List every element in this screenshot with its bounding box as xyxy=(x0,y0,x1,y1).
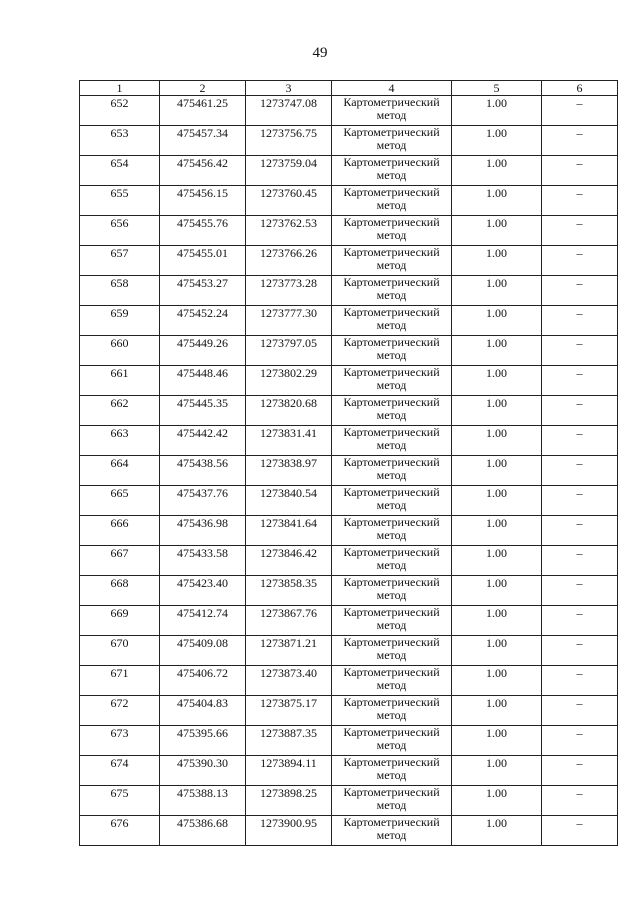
note-cell: – xyxy=(542,696,618,726)
x-coordinate-cell: 475406.72 xyxy=(160,666,246,696)
method-cell xyxy=(332,96,452,126)
y-coordinate-cell: 1273875.17 xyxy=(246,696,332,726)
point-number-cell: 666 xyxy=(80,516,160,546)
method-line-1: Картометрический xyxy=(343,725,440,739)
column-header-6: 6 xyxy=(542,81,618,96)
table-row xyxy=(80,366,618,396)
column-header-3: 3 xyxy=(246,81,332,96)
x-coordinate-cell: 475433.58 xyxy=(160,546,246,576)
method-cell xyxy=(332,396,452,426)
accuracy-cell: 1.00 xyxy=(452,516,542,546)
table-body xyxy=(80,96,618,846)
accuracy-cell: 1.00 xyxy=(452,726,542,756)
point-number-cell: 664 xyxy=(80,456,160,486)
accuracy-cell: 1.00 xyxy=(452,426,542,456)
point-number-cell: 659 xyxy=(80,306,160,336)
y-coordinate-cell: 1273760.45 xyxy=(246,186,332,216)
note-cell: – xyxy=(542,366,618,396)
method-cell xyxy=(332,306,452,336)
method-line-2: метод xyxy=(376,648,407,662)
note-cell: – xyxy=(542,126,618,156)
method-line-1: Картометрический xyxy=(343,815,440,829)
point-number-cell: 653 xyxy=(80,126,160,156)
y-coordinate-cell: 1273858.35 xyxy=(246,576,332,606)
method-cell xyxy=(332,786,452,816)
accuracy-cell: 1.00 xyxy=(452,546,542,576)
y-coordinate-cell: 1273871.21 xyxy=(246,636,332,666)
method-line-2: метод xyxy=(376,678,407,692)
accuracy-cell: 1.00 xyxy=(452,336,542,366)
note-cell: – xyxy=(542,546,618,576)
method-cell xyxy=(332,126,452,156)
y-coordinate-cell: 1273762.53 xyxy=(246,216,332,246)
method-line-1: Картометрический xyxy=(343,245,440,259)
method-line-1: Картометрический xyxy=(343,695,440,709)
method-line-1: Картометрический xyxy=(343,605,440,619)
point-number-cell: 656 xyxy=(80,216,160,246)
method-cell xyxy=(332,246,452,276)
point-number-cell: 657 xyxy=(80,246,160,276)
point-number-cell: 668 xyxy=(80,576,160,606)
table-row xyxy=(80,396,618,426)
method-line-1: Картометрический xyxy=(343,305,440,319)
method-line-1: Картометрический xyxy=(343,755,440,769)
method-line-2: метод xyxy=(376,798,407,812)
accuracy-cell: 1.00 xyxy=(452,186,542,216)
column-header-4: 4 xyxy=(332,81,452,96)
method-cell xyxy=(332,156,452,186)
y-coordinate-cell: 1273841.64 xyxy=(246,516,332,546)
method-cell xyxy=(332,696,452,726)
y-coordinate-cell: 1273898.25 xyxy=(246,786,332,816)
x-coordinate-cell: 475461.25 xyxy=(160,96,246,126)
method-line-1: Картометрический xyxy=(343,185,440,199)
accuracy-cell: 1.00 xyxy=(452,816,542,846)
point-number-cell: 671 xyxy=(80,666,160,696)
method-line-2: метод xyxy=(376,198,407,212)
table-row xyxy=(80,246,618,276)
y-coordinate-cell: 1273894.11 xyxy=(246,756,332,786)
method-line-1: Картометрический xyxy=(343,335,440,349)
table-row xyxy=(80,96,618,126)
table-row xyxy=(80,426,618,456)
method-cell xyxy=(332,546,452,576)
method-line-1: Картометрический xyxy=(343,395,440,409)
method-line-2: метод xyxy=(376,288,407,302)
y-coordinate-cell: 1273887.35 xyxy=(246,726,332,756)
page-number: 49 xyxy=(312,45,328,61)
y-coordinate-cell: 1273777.30 xyxy=(246,306,332,336)
method-line-2: метод xyxy=(376,318,407,332)
method-line-1: Картометрический xyxy=(343,215,440,229)
table-row xyxy=(80,726,618,756)
note-cell: – xyxy=(542,276,618,306)
table-row xyxy=(80,576,618,606)
method-line-1: Картометрический xyxy=(343,275,440,289)
method-cell xyxy=(332,606,452,636)
table-row xyxy=(80,186,618,216)
y-coordinate-cell: 1273838.97 xyxy=(246,456,332,486)
method-line-2: метод xyxy=(376,768,407,782)
method-line-1: Картометрический xyxy=(343,365,440,379)
point-number-cell: 672 xyxy=(80,696,160,726)
y-coordinate-cell: 1273756.75 xyxy=(246,126,332,156)
table-row xyxy=(80,636,618,666)
x-coordinate-cell: 475445.35 xyxy=(160,396,246,426)
method-line-2: метод xyxy=(376,348,407,362)
point-number-cell: 676 xyxy=(80,816,160,846)
point-number-cell: 667 xyxy=(80,546,160,576)
point-number-cell: 654 xyxy=(80,156,160,186)
note-cell: – xyxy=(542,216,618,246)
note-cell: – xyxy=(542,816,618,846)
column-header-2: 2 xyxy=(160,81,246,96)
method-line-2: метод xyxy=(376,468,407,482)
x-coordinate-cell: 475437.76 xyxy=(160,486,246,516)
y-coordinate-cell: 1273840.54 xyxy=(246,486,332,516)
point-number-cell: 662 xyxy=(80,396,160,426)
column-header-5: 5 xyxy=(452,81,542,96)
accuracy-cell: 1.00 xyxy=(452,576,542,606)
note-cell: – xyxy=(542,756,618,786)
x-coordinate-cell: 475388.13 xyxy=(160,786,246,816)
note-cell: – xyxy=(542,246,618,276)
table-row xyxy=(80,216,618,246)
x-coordinate-cell: 475456.42 xyxy=(160,156,246,186)
y-coordinate-cell: 1273867.76 xyxy=(246,606,332,636)
point-number-cell: 673 xyxy=(80,726,160,756)
point-number-cell: 670 xyxy=(80,636,160,666)
method-cell xyxy=(332,366,452,396)
accuracy-cell: 1.00 xyxy=(452,606,542,636)
method-line-1: Картометрический xyxy=(343,425,440,439)
point-number-cell: 652 xyxy=(80,96,160,126)
accuracy-cell: 1.00 xyxy=(452,486,542,516)
table-row xyxy=(80,816,618,846)
y-coordinate-cell: 1273773.28 xyxy=(246,276,332,306)
x-coordinate-cell: 475423.40 xyxy=(160,576,246,606)
method-line-1: Картометрический xyxy=(343,665,440,679)
x-coordinate-cell: 475449.26 xyxy=(160,336,246,366)
accuracy-cell: 1.00 xyxy=(452,696,542,726)
y-coordinate-cell: 1273873.40 xyxy=(246,666,332,696)
method-line-1: Картометрический xyxy=(343,575,440,589)
column-header-1: 1 xyxy=(80,81,160,96)
y-coordinate-cell: 1273820.68 xyxy=(246,396,332,426)
accuracy-cell: 1.00 xyxy=(452,666,542,696)
accuracy-cell: 1.00 xyxy=(452,156,542,186)
method-cell xyxy=(332,456,452,486)
accuracy-cell: 1.00 xyxy=(452,126,542,156)
x-coordinate-cell: 475386.68 xyxy=(160,816,246,846)
table-header-row xyxy=(80,81,618,96)
accuracy-cell: 1.00 xyxy=(452,756,542,786)
method-cell xyxy=(332,756,452,786)
accuracy-cell: 1.00 xyxy=(452,786,542,816)
accuracy-cell: 1.00 xyxy=(452,396,542,426)
note-cell: – xyxy=(542,576,618,606)
method-line-1: Картометрический xyxy=(343,515,440,529)
method-line-1: Картометрический xyxy=(343,785,440,799)
point-number-cell: 658 xyxy=(80,276,160,306)
table-row xyxy=(80,666,618,696)
point-number-cell: 655 xyxy=(80,186,160,216)
table-row xyxy=(80,336,618,366)
method-cell xyxy=(332,336,452,366)
point-number-cell: 669 xyxy=(80,606,160,636)
x-coordinate-cell: 475453.27 xyxy=(160,276,246,306)
method-line-2: метод xyxy=(376,378,407,392)
method-line-2: метод xyxy=(376,588,407,602)
method-line-2: метод xyxy=(376,828,407,842)
note-cell: – xyxy=(542,96,618,126)
y-coordinate-cell: 1273831.41 xyxy=(246,426,332,456)
note-cell: – xyxy=(542,726,618,756)
note-cell: – xyxy=(542,786,618,816)
note-cell: – xyxy=(542,456,618,486)
table-row xyxy=(80,786,618,816)
table-row xyxy=(80,546,618,576)
method-line-2: метод xyxy=(376,738,407,752)
accuracy-cell: 1.00 xyxy=(452,366,542,396)
method-line-2: метод xyxy=(376,618,407,632)
note-cell: – xyxy=(542,666,618,696)
method-line-2: метод xyxy=(376,498,407,512)
method-cell xyxy=(332,186,452,216)
accuracy-cell: 1.00 xyxy=(452,276,542,306)
method-line-2: метод xyxy=(376,258,407,272)
method-cell xyxy=(332,276,452,306)
accuracy-cell: 1.00 xyxy=(452,306,542,336)
y-coordinate-cell: 1273802.29 xyxy=(246,366,332,396)
table-row xyxy=(80,456,618,486)
table-row xyxy=(80,126,618,156)
x-coordinate-cell: 475448.46 xyxy=(160,366,246,396)
note-cell: – xyxy=(542,516,618,546)
point-number-cell: 674 xyxy=(80,756,160,786)
point-number-cell: 665 xyxy=(80,486,160,516)
note-cell: – xyxy=(542,636,618,666)
y-coordinate-cell: 1273766.26 xyxy=(246,246,332,276)
note-cell: – xyxy=(542,426,618,456)
x-coordinate-cell: 475409.08 xyxy=(160,636,246,666)
x-coordinate-cell: 475442.42 xyxy=(160,426,246,456)
method-cell xyxy=(332,516,452,546)
method-line-1: Картометрический xyxy=(343,155,440,169)
method-cell xyxy=(332,636,452,666)
table-row xyxy=(80,276,618,306)
point-number-cell: 661 xyxy=(80,366,160,396)
method-line-2: метод xyxy=(376,108,407,122)
table-row xyxy=(80,606,618,636)
method-line-2: метод xyxy=(376,438,407,452)
point-number-cell: 663 xyxy=(80,426,160,456)
method-line-2: метод xyxy=(376,408,407,422)
note-cell: – xyxy=(542,486,618,516)
method-line-2: метод xyxy=(376,138,407,152)
x-coordinate-cell: 475457.34 xyxy=(160,126,246,156)
method-line-1: Картометрический xyxy=(343,95,440,109)
table-row xyxy=(80,756,618,786)
method-cell xyxy=(332,216,452,246)
method-line-1: Картометрический xyxy=(343,635,440,649)
table-row xyxy=(80,696,618,726)
x-coordinate-cell: 475456.15 xyxy=(160,186,246,216)
accuracy-cell: 1.00 xyxy=(452,636,542,666)
method-cell xyxy=(332,576,452,606)
method-line-1: Картометрический xyxy=(343,485,440,499)
x-coordinate-cell: 475452.24 xyxy=(160,306,246,336)
point-number-cell: 660 xyxy=(80,336,160,366)
method-line-1: Картометрический xyxy=(343,455,440,469)
accuracy-cell: 1.00 xyxy=(452,96,542,126)
accuracy-cell: 1.00 xyxy=(452,456,542,486)
y-coordinate-cell: 1273846.42 xyxy=(246,546,332,576)
method-cell xyxy=(332,816,452,846)
method-cell xyxy=(332,726,452,756)
method-line-2: метод xyxy=(376,558,407,572)
note-cell: – xyxy=(542,186,618,216)
x-coordinate-cell: 475395.66 xyxy=(160,726,246,756)
x-coordinate-cell: 475436.98 xyxy=(160,516,246,546)
method-line-2: метод xyxy=(376,228,407,242)
x-coordinate-cell: 475404.83 xyxy=(160,696,246,726)
point-number-cell: 675 xyxy=(80,786,160,816)
x-coordinate-cell: 475412.74 xyxy=(160,606,246,636)
method-line-1: Картометрический xyxy=(343,545,440,559)
coordinates-table xyxy=(79,80,618,846)
table-row xyxy=(80,156,618,186)
note-cell: – xyxy=(542,396,618,426)
x-coordinate-cell: 475455.76 xyxy=(160,216,246,246)
method-line-1: Картометрический xyxy=(343,125,440,139)
method-line-2: метод xyxy=(376,168,407,182)
table-row xyxy=(80,306,618,336)
method-cell xyxy=(332,426,452,456)
x-coordinate-cell: 475390.30 xyxy=(160,756,246,786)
x-coordinate-cell: 475438.56 xyxy=(160,456,246,486)
table-row xyxy=(80,516,618,546)
method-line-2: метод xyxy=(376,708,407,722)
method-cell xyxy=(332,486,452,516)
method-line-2: метод xyxy=(376,528,407,542)
note-cell: – xyxy=(542,336,618,366)
y-coordinate-cell: 1273797.05 xyxy=(246,336,332,366)
y-coordinate-cell: 1273747.08 xyxy=(246,96,332,126)
table-row xyxy=(80,486,618,516)
note-cell: – xyxy=(542,606,618,636)
y-coordinate-cell: 1273759.04 xyxy=(246,156,332,186)
note-cell: – xyxy=(542,306,618,336)
y-coordinate-cell: 1273900.95 xyxy=(246,816,332,846)
accuracy-cell: 1.00 xyxy=(452,246,542,276)
note-cell: – xyxy=(542,156,618,186)
x-coordinate-cell: 475455.01 xyxy=(160,246,246,276)
method-cell xyxy=(332,666,452,696)
accuracy-cell: 1.00 xyxy=(452,216,542,246)
